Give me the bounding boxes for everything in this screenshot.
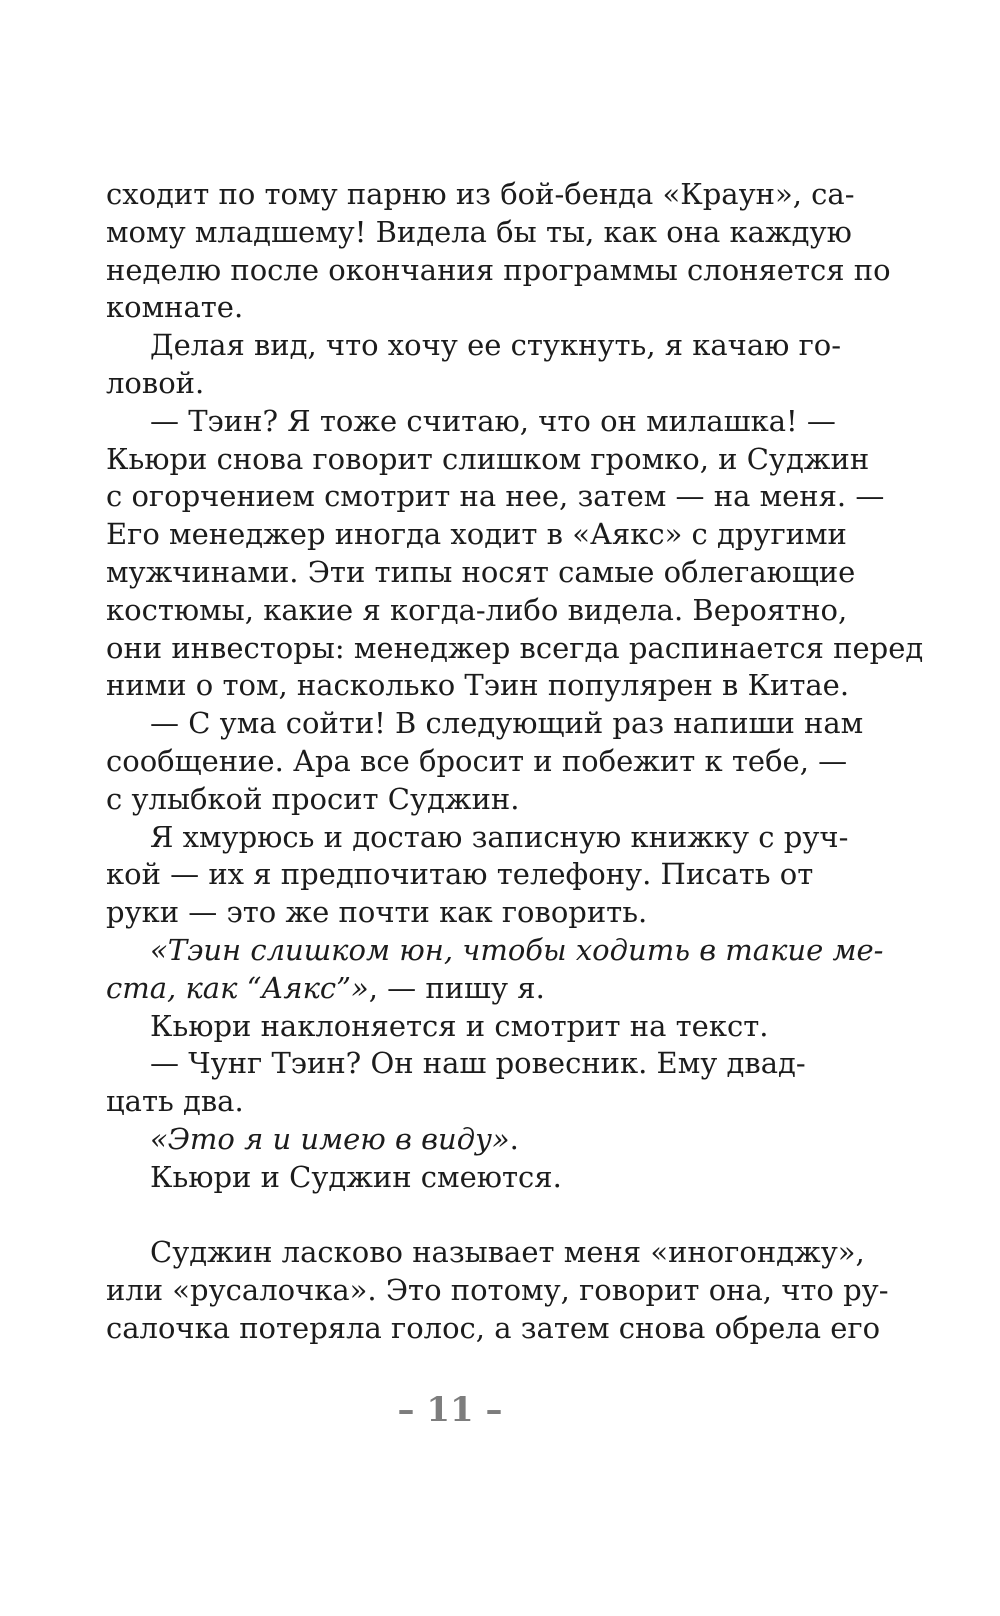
- text-line: — С ума сойти! В следующий раз напиши нам: [150, 706, 864, 741]
- text-line-mixed: [106, 1121, 794, 1159]
- text-line: мому младшему! Видела бы ты, как она каждую: [106, 214, 852, 249]
- text-line: Кьюри снова говорит слишком громко, и Суджин: [106, 441, 870, 476]
- text-line-mixed: [106, 970, 794, 1008]
- text-line: сходит по тому парню из бой-бенда «Краун», са-: [106, 177, 855, 211]
- text-line: сообщение. Ара все бросит и побежит к тебе, —: [106, 743, 848, 778]
- text-line: Я хмурюсь и достаю записную книжку с руч-: [150, 819, 849, 854]
- text-line: кой — их я предпочитаю телефону. Писать от: [106, 857, 814, 892]
- text-line: салочка потеряла голос, а затем снова обрела его: [106, 1310, 881, 1345]
- text-line: Его менеджер иногда ходит в «Аякс» с другими: [106, 517, 847, 552]
- text-line: они инвесторы: менеджер всегда распинается перед: [106, 630, 924, 665]
- text-line: Кьюри и Суджин смеются.: [150, 1159, 562, 1194]
- text-line: ними о том, насколько Тэин популярен в Китае.: [106, 668, 850, 703]
- text-line: Суджин ласково называет меня «иногонджу»,: [150, 1235, 865, 1270]
- text-line: или «русалочка». Это потому, говорит она, что ру-: [106, 1273, 889, 1308]
- text-line: Кьюри наклоняется и смотрит на текст.: [150, 1008, 769, 1043]
- text-line: цать два.: [106, 1084, 244, 1119]
- text-line: неделю после окончания программы слоняется по: [106, 252, 891, 287]
- text-line: мужчинами. Эти типы носят самые облегающие: [106, 554, 856, 589]
- text-line: руки — это же почти как говорить.: [106, 895, 648, 930]
- text-line-italic: «Тэин слишком юн, чтобы ходить в такие ме-: [150, 932, 884, 967]
- text-line: с огорчением смотрит на нее, затем — на меня. —: [106, 479, 885, 514]
- italic-quote: «Это я и имею в виду»: [150, 1121, 510, 1156]
- attribution: , — пишу я.: [368, 970, 545, 1005]
- page-number: – 11 –: [397, 1390, 503, 1430]
- text-line: с улыбкой просит Суджин.: [106, 781, 520, 816]
- text-line: ловой.: [106, 365, 205, 400]
- text-line: Делая вид, что хочу ее стукнуть, я качаю го-: [150, 328, 842, 363]
- section-break: [106, 1197, 794, 1235]
- text-line: комнате.: [106, 290, 244, 325]
- punctuation: .: [509, 1121, 519, 1156]
- italic-quote: ста, как “Аякс”»: [106, 970, 369, 1005]
- text-line: — Тэин? Я тоже считаю, что он милашка! —: [150, 403, 836, 438]
- text-line: костюмы, какие я когда-либо видела. Вероятно,: [106, 592, 848, 627]
- text-line: — Чунг Тэин? Он наш ровесник. Ему двад-: [150, 1046, 806, 1081]
- body-text: [106, 176, 924, 1348]
